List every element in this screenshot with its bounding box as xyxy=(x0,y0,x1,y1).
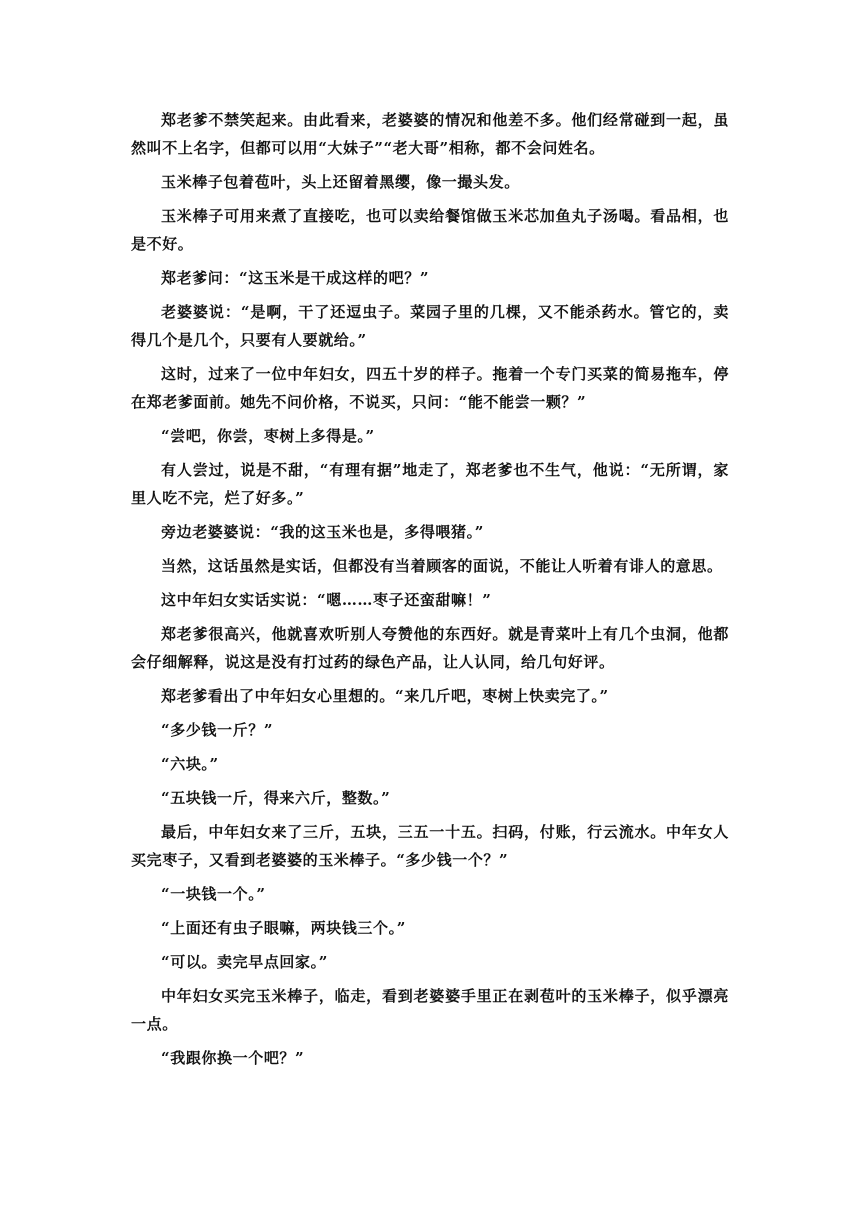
paragraph: “我跟你换一个吧？” xyxy=(161,1049,305,1067)
paragraph: 当然，这话虽然是实话，但都没有当着顾客的面说，不能让人听着有诽人的意思。 xyxy=(161,557,723,575)
paragraph: “多少钱一斤？” xyxy=(161,721,274,739)
paragraph: 最后，中年妇女来了三斤，五块，三五一十五。扫码，付账，行云流水。中年女人买完枣子，又看到老婆婆的玉米棒子。“多少钱一个？” xyxy=(131,823,729,869)
paragraph: “五块钱一斤，得来六斤，整数。” xyxy=(161,789,391,807)
paragraph: “尝吧，你尝，枣树上多得是。” xyxy=(161,427,375,445)
paragraph: “一块钱一个。” xyxy=(161,885,266,903)
paragraph: 玉米棒子可用来煮了直接吃，也可以卖给餐馆做玉米芯加鱼丸子汤喝。看品相，也是不好。 xyxy=(131,207,729,253)
paragraph: “六块。” xyxy=(161,755,219,773)
paragraph: 中年妇女买完玉米棒子，临走，看到老婆婆手里正在剥苞叶的玉米棒子，似乎漂亮一点。 xyxy=(131,987,729,1033)
paragraph: 这中年妇女实话实说：“嗯……枣子还蛮甜嘛！” xyxy=(161,591,492,609)
paragraph: 有人尝过，说是不甜，“有理有据”地走了，郑老爹也不生气，他说：“无所谓，家里人吃不完，烂了好多。” xyxy=(131,461,729,507)
paragraph: 郑老爹看出了中年妇女心里想的。“来几斤吧，枣树上快卖完了。” xyxy=(161,687,609,705)
paragraph: “可以。卖完早点回家。” xyxy=(161,953,328,971)
paragraph: 这时，过来了一位中年妇女，四五十岁的样子。拖着一个专门买菜的简易拖车，停在郑老爹面前。她先不问价格，不说买，只问：“能不能尝一颗？” xyxy=(131,365,729,411)
paragraph: 玉米棒子包着苞叶，头上还留着黑缨，像一撮头发。 xyxy=(161,173,520,191)
paragraph: 郑老爹不禁笑起来。由此看来，老婆婆的情况和他差不多。他们经常碰到一起，虽然叫不上名字，但都可以用“大妹子”“老大哥”相称，都不会问姓名。 xyxy=(131,111,729,157)
paragraph: 郑老爹很高兴，他就喜欢听别人夸赞他的东西好。就是青菜叶上有几个虫洞，他都会仔细解释，说这是没有打过药的绿色产品，让人认同，给几句好评。 xyxy=(131,625,729,671)
story-text xyxy=(131,106,729,1078)
paragraph: “上面还有虫子眼嘛，两块钱三个。” xyxy=(161,919,406,937)
paragraph: 旁边老婆婆说：“我的这玉米也是，多得喂猪。” xyxy=(161,523,484,541)
paragraph: 老婆婆说：“是啊，干了还逗虫子。菜园子里的几棵，又不能杀药水。管它的，卖得几个是几个，只要有人要就给。” xyxy=(131,303,729,349)
paragraph: 郑老爹问：“这玉米是干成这样的吧？” xyxy=(161,269,430,287)
